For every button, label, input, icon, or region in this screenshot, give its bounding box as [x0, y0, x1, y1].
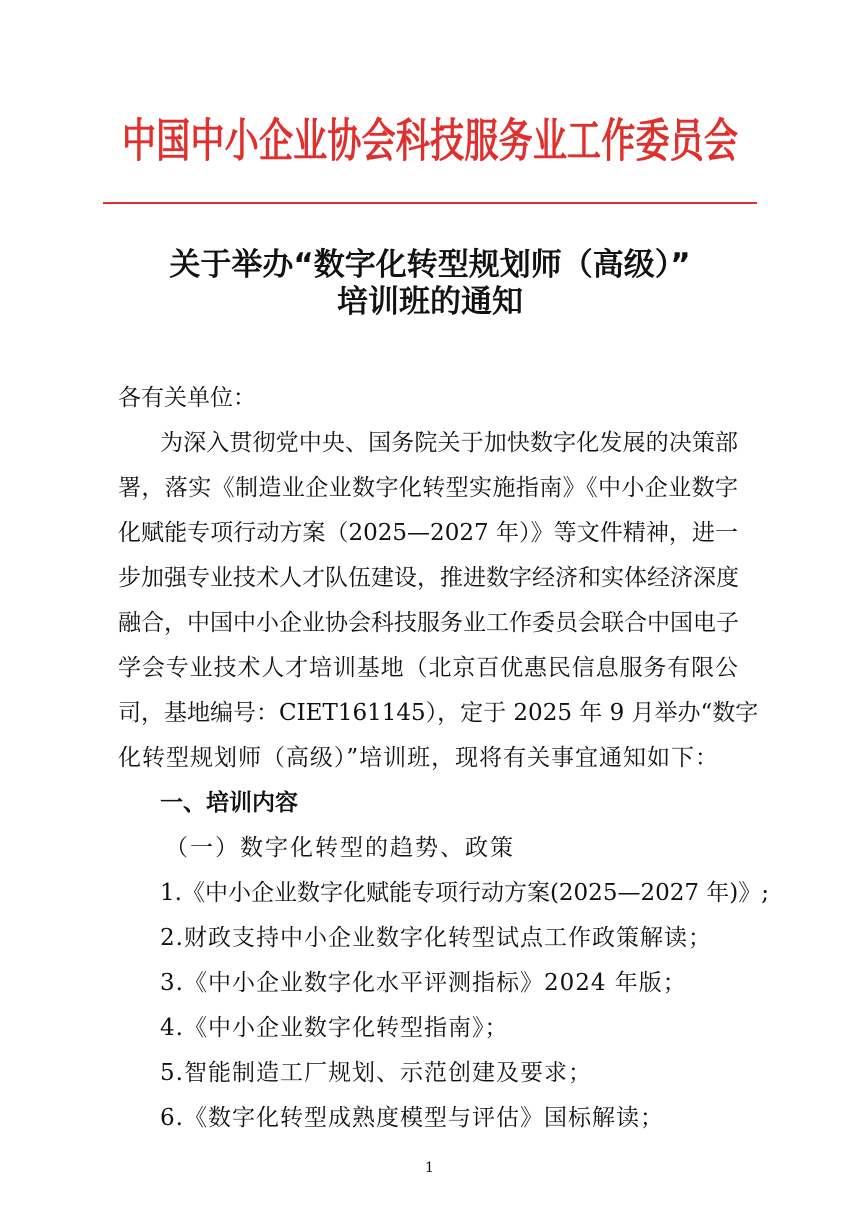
body-line: 化转型规划师（高级）”培训班，现将有关事宜通知如下：: [118, 745, 718, 771]
doc-title-line2: 培训班的通知: [337, 284, 523, 320]
list-item: 1.《中小企业数字化赋能专项行动方案(2025—2027 年)》;: [160, 880, 770, 906]
subsection-heading: （一）数字化转型的趋势、政策: [165, 835, 515, 861]
list-item: 3.《中小企业数字化水平评测指标》2024 年版；: [160, 970, 687, 996]
body-line: 学会专业技术人才培训基地（北京百优惠民信息服务有限公: [118, 655, 738, 681]
letterhead: 中国中小企业协会科技服务业工作委员会: [122, 114, 738, 169]
section-heading: 一、培训内容: [160, 790, 298, 816]
body-line: 司，基地编号：CIET161145），定于 2025 年 9 月举办“数字: [118, 700, 759, 726]
letterhead-divider: [103, 202, 757, 204]
list-item: 5.智能制造工厂规划、示范创建及要求；: [160, 1060, 592, 1086]
body-line: 融合，中国中小企业协会科技服务业工作委员会联合中国电子: [118, 610, 739, 636]
body-line: 署，落实《制造业企业数字化转型实施指南》《中小企业数字: [118, 475, 738, 501]
list-item: 2.财政支持中小企业数字化转型试点工作政策解读；: [160, 925, 712, 951]
salutation: 各有关单位：: [118, 385, 256, 411]
body-line: 步加强专业技术人才队伍建设，推进数字经济和实体经济深度: [118, 565, 739, 591]
body-line: 化赋能专项行动方案（2025—2027 年）》等文件精神，进一: [118, 520, 738, 546]
body-line: 为深入贯彻党中央、国务院关于加快数字化发展的决策部: [160, 430, 738, 456]
list-item: 4.《中小企业数字化转型指南》；: [160, 1015, 509, 1041]
doc-title-line1: 关于举办“数字化转型规划师（高级）”: [169, 247, 691, 283]
list-item: 6.《数字化转型成熟度模型与评估》国标解读；: [160, 1105, 664, 1131]
page-number: 1: [425, 1160, 434, 1176]
